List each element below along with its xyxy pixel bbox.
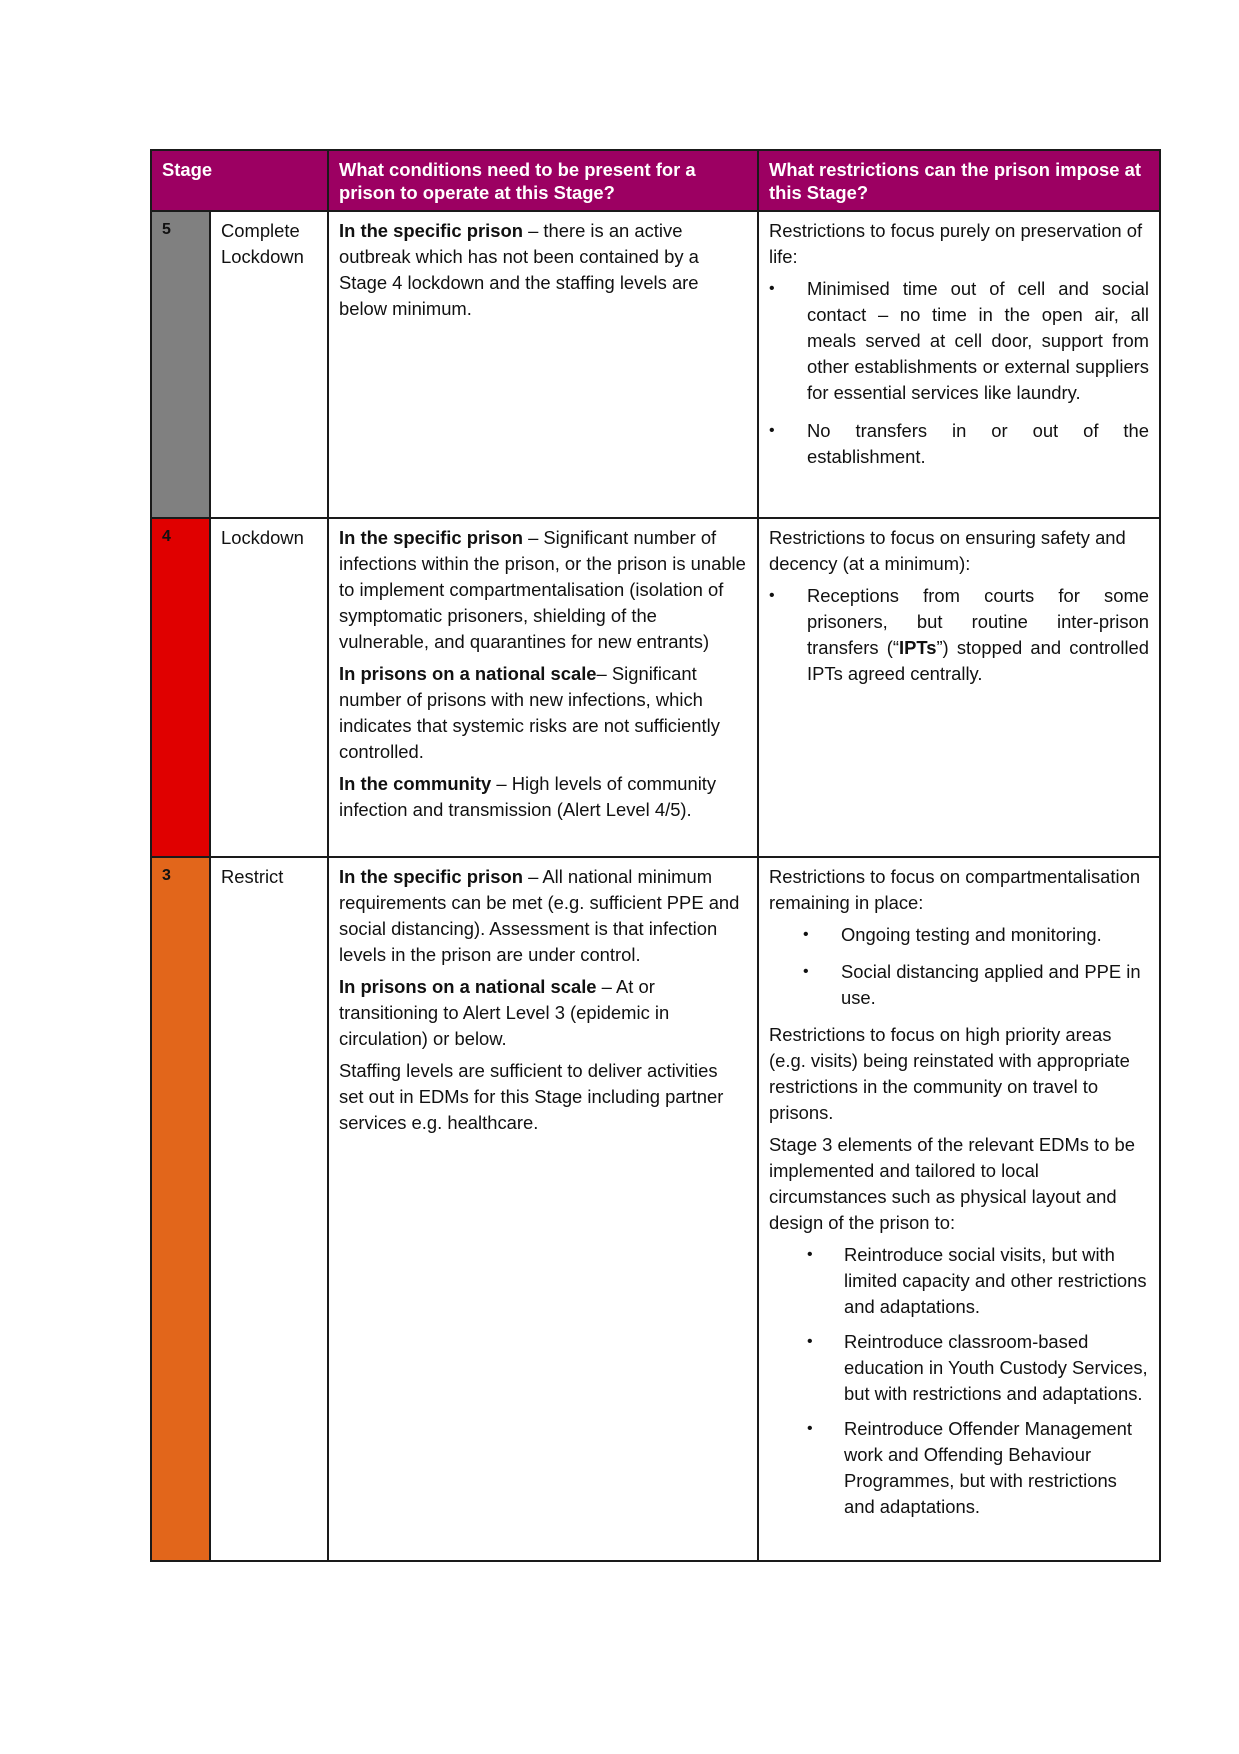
condition-lead: In prisons on a national scale: [339, 976, 597, 997]
restrictions-intro: Restrictions to focus purely on preservation of life:: [769, 220, 1143, 267]
stage-name: Lockdown: [210, 518, 328, 857]
bullet-post: ”) stopped and controlled IPTs agreed centrally.: [807, 637, 1150, 684]
restrictions-paragraph: Stage 3 elements of the relevant EDMs to be implemented and tailored to local circumstances such as physical layout and design of the prison to:: [769, 1134, 1135, 1233]
condition-paragraph: [339, 525, 747, 655]
stage-number: 5: [162, 221, 171, 238]
stages-table: [150, 149, 1161, 1562]
condition-lead: In the community: [339, 773, 492, 794]
condition-text: – All national minimum requirements can be met (e.g. sufficient PPE and social distancing). Assessment is that infection levels in the prison are under control.: [339, 866, 740, 965]
stage-number: 4: [162, 528, 171, 545]
condition-lead: In the specific prison: [339, 220, 523, 241]
condition-text: – Significant number of prisons with new infections, which indicates that systemic risks are not sufficiently controlled.: [339, 663, 720, 762]
bullet-bold: IPTs: [898, 637, 937, 658]
stage-number: 3: [162, 867, 171, 884]
condition-paragraph: [339, 864, 747, 968]
header-restrictions: What restrictions can the prison impose at this Stage?: [758, 150, 1160, 211]
restrictions-list: [769, 1242, 1149, 1520]
stage-number-cell: [151, 857, 210, 1561]
condition-lead: In the specific prison: [339, 527, 523, 548]
condition-paragraph: [339, 218, 747, 322]
condition-lead: In prisons on a national scale: [339, 663, 597, 684]
list-item: • Reintroduce social visits, but with limited capacity and other restrictions and adaptations.: [769, 1242, 1149, 1320]
restrictions-list: [769, 583, 1149, 687]
list-item: • No transfers in or out of the establishment.: [769, 418, 1149, 470]
stage-number-cell: [151, 211, 210, 518]
condition-lead: In the specific prison: [339, 866, 523, 887]
list-item: • Reintroduce Offender Management work and Offending Behaviour Programmes, but with restrictions and adaptations.: [769, 1416, 1149, 1520]
condition-text: – there is an active outbreak which has not been contained by a Stage 4 lockdown and the staffing levels are below minimum.: [339, 220, 699, 319]
list-item: [769, 583, 1149, 687]
table-row: [151, 857, 1160, 1561]
condition-paragraph: [339, 771, 747, 823]
restrictions-cell: [758, 857, 1160, 1561]
list-item: • Minimised time out of cell and social contact – no time in the open air, all meals served at cell door, support from other establishments or external suppliers for essential services like laundry.: [769, 276, 1149, 406]
table-row: [151, 211, 1160, 518]
restrictions-list: [769, 922, 1149, 1011]
stage-name: Complete Lockdown: [210, 211, 328, 518]
bullet-pre: Receptions from courts for some prisoners, but routine inter-prison transfers (“: [807, 585, 1149, 658]
list-item: • Ongoing testing and monitoring.: [769, 922, 1149, 948]
condition-text: – Significant number of infections within the prison, or the prison is unable to implement compartmentalisation (isolation of symptomatic prisoners, shielding of the vulnerable, and quarantines for new entrants): [339, 527, 746, 652]
condition-text: – At or transitioning to Alert Level 3 (epidemic in circulation) or below.: [339, 976, 670, 1049]
header-stage: Stage: [151, 150, 328, 211]
restrictions-cell: [758, 211, 1160, 518]
table-header-row: [151, 150, 1160, 211]
condition-paragraph: [339, 661, 747, 765]
conditions-cell: [328, 211, 758, 518]
conditions-cell: [328, 518, 758, 857]
conditions-cell: [328, 857, 758, 1561]
condition-text: Staffing levels are sufficient to deliver activities set out in EDMs for this Stage including partner services e.g. healthcare.: [339, 1060, 724, 1133]
stage-name: Restrict: [210, 857, 328, 1561]
restrictions-cell: [758, 518, 1160, 857]
condition-paragraph: [339, 974, 747, 1052]
list-item: • Reintroduce classroom-based education in Youth Custody Services, but with restrictions and adaptations.: [769, 1329, 1149, 1407]
restrictions-paragraph: Restrictions to focus on high priority areas (e.g. visits) being reinstated with appropriate restrictions in the community on travel to prisons.: [769, 1024, 1130, 1123]
table-row: [151, 518, 1160, 857]
header-conditions: What conditions need to be present for a prison to operate at this Stage?: [328, 150, 758, 211]
stage-number-cell: [151, 518, 210, 857]
restrictions-intro: Restrictions to focus on compartmentalisation remaining in place:: [769, 866, 1141, 913]
condition-text: – High levels of community infection and transmission (Alert Level 4/5).: [339, 773, 717, 820]
condition-paragraph: [339, 1058, 747, 1136]
restrictions-list: [769, 276, 1149, 470]
restrictions-intro: Restrictions to focus on ensuring safety and decency (at a minimum):: [769, 527, 1126, 574]
list-item: • Social distancing applied and PPE in use.: [769, 959, 1149, 1011]
